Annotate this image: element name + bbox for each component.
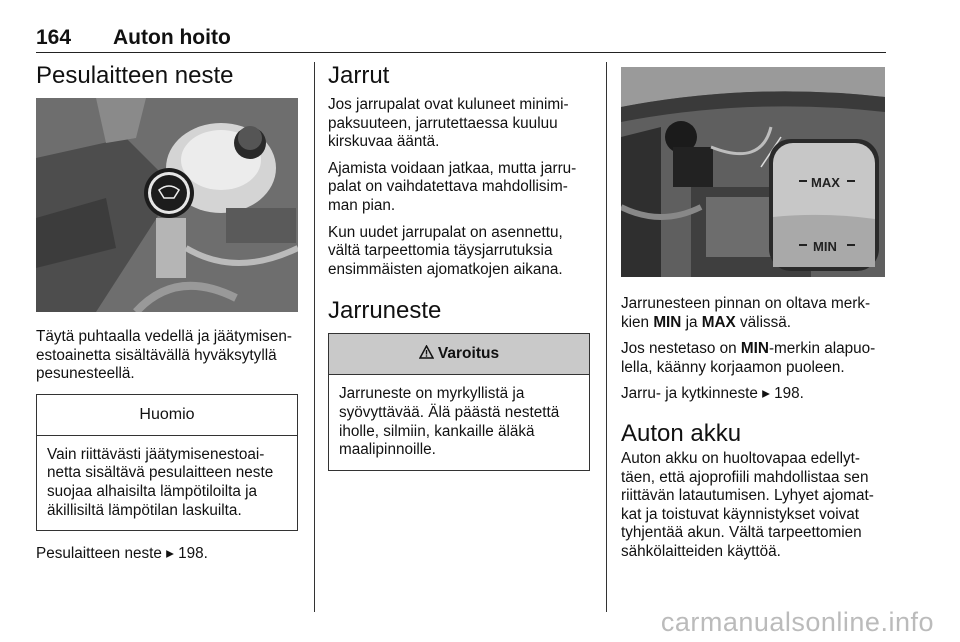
text-line: maalipinnoille. — [339, 441, 436, 459]
text-line: Täytä puhtaalla vedellä ja jäätymisen- — [36, 328, 292, 345]
section-heading-washer-fluid: Pesulaitteen neste — [36, 62, 234, 89]
warning-triangle-icon — [419, 345, 434, 364]
text-line: ensimmäisten ajomatkojen aikana. — [328, 260, 563, 278]
text-line: syövyttävää. Älä päästä nestettä — [339, 403, 560, 421]
battery-paragraph — [621, 450, 889, 562]
max-label: MAX — [701, 313, 736, 331]
page-header — [36, 22, 886, 53]
text-line: palat on vaihdatettava mahdollisim- — [328, 178, 568, 196]
brakes-paragraph-3 — [328, 224, 592, 280]
brake-fluid-reference[interactable] — [621, 385, 889, 404]
brakes-paragraph-2 — [328, 160, 592, 216]
column-washer-fluid — [36, 62, 300, 564]
text-line: lella, käänny korjaamon puoleen. — [621, 358, 845, 376]
note-box — [36, 394, 298, 531]
text-line: Ajamista voidaan jatkaa, mutta jarru- — [328, 159, 577, 177]
text-line: Auton akku on huoltovapaa edellyt- — [621, 449, 860, 467]
column-brake-fluid-battery — [621, 62, 889, 562]
reference-page: 198. — [774, 385, 804, 403]
text-span: kien — [621, 313, 654, 331]
site-watermark: carmanualsonline.info — [660, 607, 934, 637]
text-span: välissä. — [735, 313, 792, 331]
text-line: netta sisältävä pesulaitteen neste — [47, 464, 274, 482]
text-line — [621, 340, 889, 359]
text-line: pesunesteellä. — [36, 365, 135, 383]
text-line: paksuuteen, jarrutettaessa kuuluu — [328, 114, 558, 132]
text-line: kirskuvaa ääntä. — [328, 133, 440, 151]
washer-fluid-reference[interactable] — [36, 545, 300, 564]
page-number: 164 — [36, 26, 72, 49]
note-body — [37, 436, 297, 530]
text-line: Jarrunesteen pinnan on oltava merk- — [621, 295, 871, 312]
text-line: Jos jarrupalat ovat kuluneet minimi- — [328, 96, 569, 113]
text-line: Jarruneste on myrkyllistä ja — [339, 385, 525, 403]
washer-fluid-paragraph — [36, 328, 300, 384]
warning-body — [329, 375, 589, 469]
page-reference-arrow-icon: ▸ — [166, 545, 174, 563]
warning-box — [328, 333, 590, 470]
text-line: riittävän latautumisen. Lyhyet ajomat- — [621, 487, 874, 505]
note-title: Huomio — [37, 395, 297, 436]
section-heading-battery: Auton akku — [621, 419, 742, 447]
page-reference-arrow-icon: ▸ — [762, 385, 770, 403]
text-line: man pian. — [328, 196, 396, 214]
text-line: iholle, silmiin, kankaille äläkä — [339, 422, 535, 440]
column-divider-1 — [314, 62, 315, 612]
reservoir-detail-magnifier — [769, 139, 879, 271]
text-line: tyhjentää akun. Vältä tarpeettomien — [621, 524, 862, 542]
text-span: ja — [681, 313, 702, 331]
text-line: Kun uudet jarrupalat on asennettu, — [328, 223, 563, 241]
min-label: MIN — [740, 340, 769, 358]
reference-text: Jarru- ja kytkinneste — [621, 385, 758, 403]
text-span: Jos nestetaso on — [621, 340, 741, 358]
reference-text: Pesulaitteen neste — [36, 545, 162, 563]
min-label: MIN — [653, 313, 682, 331]
max-mark-label: MAX — [811, 175, 840, 190]
warning-title: Varoitus — [437, 345, 500, 363]
section-heading-brake-fluid: Jarruneste — [328, 297, 442, 325]
washer-reservoir-photo — [36, 98, 298, 312]
reference-page: 198. — [178, 545, 208, 563]
text-line: vältä tarpeettomia täysjarrutuksia — [328, 242, 553, 260]
text-line: kat ja toistuvat käynnistykset voivat — [621, 505, 860, 523]
text-line: Vain riittävästi jäätymisenestoai- — [47, 445, 265, 463]
low-level-paragraph — [621, 340, 889, 377]
warning-header — [329, 334, 589, 375]
brake-fluid-level-paragraph — [621, 295, 889, 332]
section-heading-brakes: Jarrut — [328, 62, 390, 89]
brakes-paragraph-1 — [328, 96, 592, 152]
column-brakes — [328, 62, 592, 471]
text-line: äkillisiltä lämpötilan laskuilta. — [47, 501, 242, 519]
text-line: suojaa alhaisilta lämpötiloilta ja — [47, 482, 258, 500]
brake-fluid-reservoir-photo — [621, 67, 885, 277]
min-mark-label: MIN — [813, 239, 837, 254]
text-span: -merkin alapuo- — [768, 340, 876, 358]
chapter-title: Auton hoito — [113, 26, 231, 49]
text-line: täen, että ajoprofiili mahdollistaa sen — [621, 468, 869, 486]
text-line: estoainetta sisältävällä hyväksytyllä — [36, 346, 277, 364]
column-divider-2 — [606, 62, 607, 612]
text-line — [621, 314, 889, 333]
text-line: sähkölaitteiden käyttöä. — [621, 542, 781, 560]
